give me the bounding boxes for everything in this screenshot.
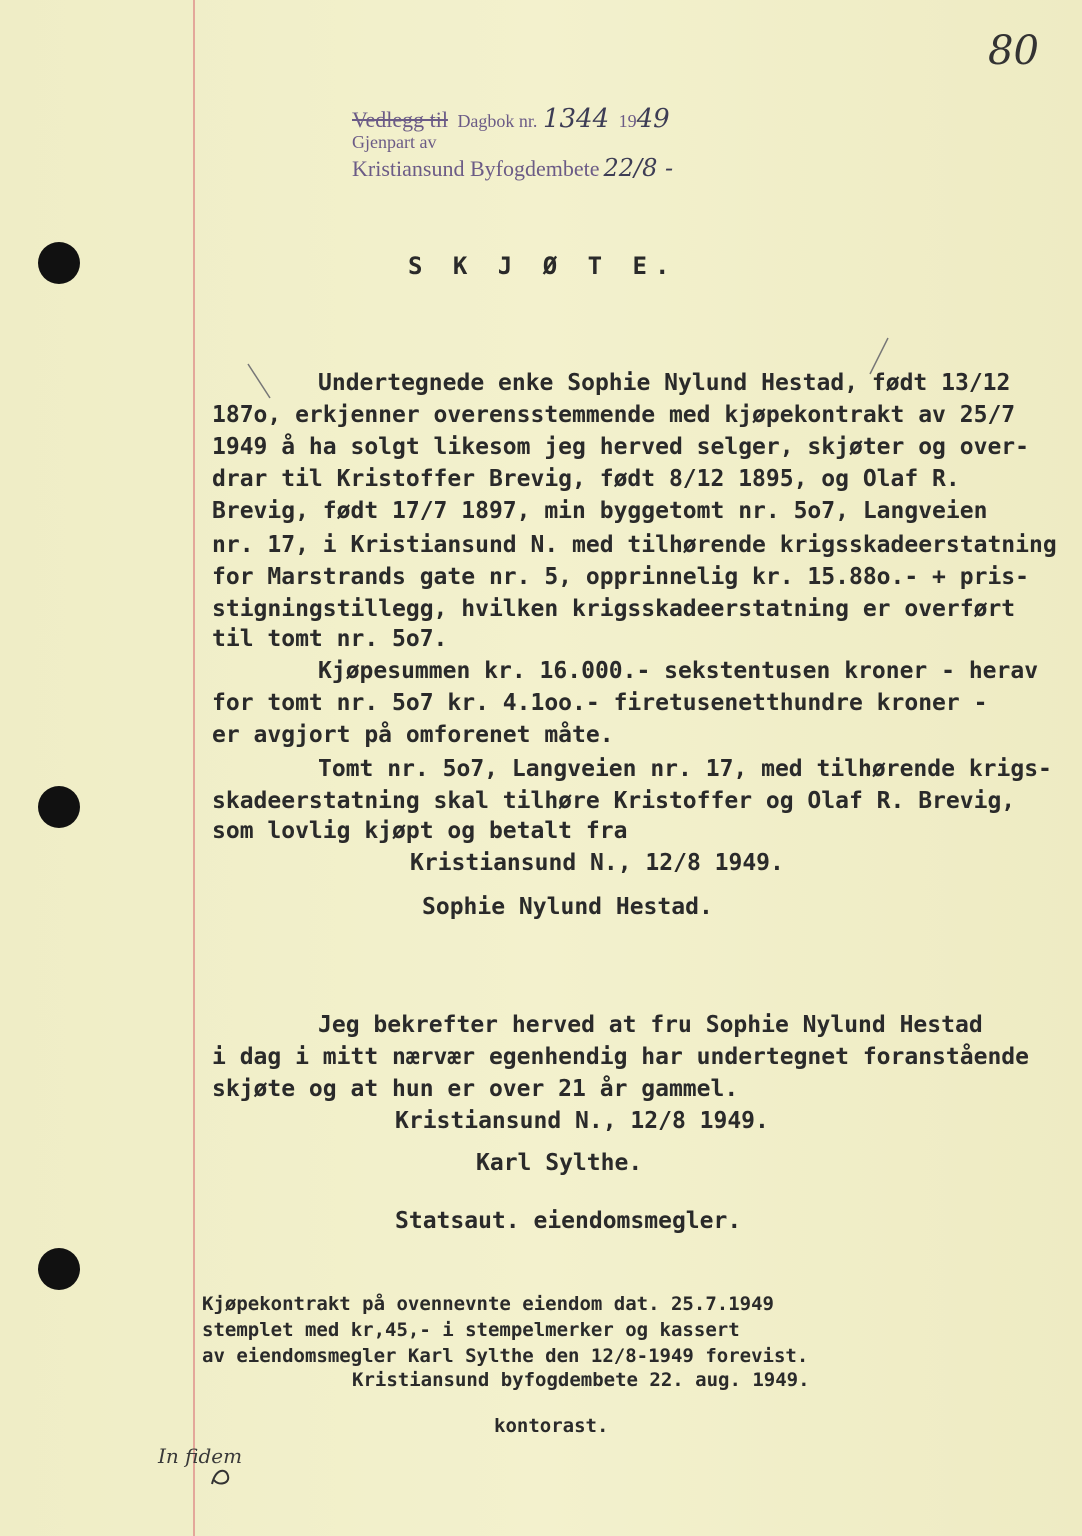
body-line: skadeerstatning skal tilhøre Kristoffer og Olaf R. Brevig, <box>212 788 1016 814</box>
broker-name: Karl Sylthe. <box>476 1150 643 1176</box>
punch-hole-top <box>38 242 80 284</box>
margin-line <box>193 0 195 1536</box>
stamp-struck-label: Vedlegg til <box>352 107 448 132</box>
stamp-year-suffix: 49 <box>636 104 670 134</box>
body-line: Tomt nr. 5o7, Langveien nr. 17, med tilhørende krigs- <box>318 756 1052 782</box>
stamp-dagbok-label: Dagbok nr. <box>457 111 538 131</box>
stamp-dagbok-number: 1344 <box>542 104 610 134</box>
handwritten-mark <box>208 1462 236 1490</box>
confirmation-line: Jeg bekrefter herved at fru Sophie Nylund Hestad <box>318 1012 983 1038</box>
body-line: 187o, erkjenner overensstemmende med kjøpekontrakt av 25/7 <box>212 402 1016 428</box>
punch-hole-middle <box>38 786 80 828</box>
body-line: Kjøpesummen kr. 16.000.- sekstentusen kroner - herav <box>318 658 1039 684</box>
stamp-office: Kristiansund Byfogdembete <box>352 156 600 181</box>
body-line: Undertegnede enke Sophie Nylund Hestad, født 13/12 <box>318 370 1011 396</box>
body-line: Kristiansund N., 12/8 1949. <box>410 850 784 876</box>
body-line: som lovlig kjøpt og betalt fra <box>212 818 628 844</box>
registration-note-line: Kristiansund byfogdembete 22. aug. 1949. <box>352 1369 810 1391</box>
body-line: drar til Kristoffer Brevig, født 8/12 1895, og Olaf R. <box>212 466 960 492</box>
body-line: til tomt nr. 5o7. <box>212 626 448 652</box>
confirmation-line: skjøte og at hun er over 21 år gammel. <box>212 1076 739 1102</box>
registration-note-line: av eiendomsmegler Karl Sylthe den 12/8-1949 forevist. <box>202 1345 809 1367</box>
registration-note-line: Kjøpekontrakt på ovennevnte eiendom dat. 25.7.1949 <box>202 1293 774 1315</box>
seller-signature: Sophie Nylund Hestad. <box>422 894 713 920</box>
document-title: S K J Ø T E. <box>408 252 678 280</box>
body-line: for Marstrands gate nr. 5, opprinnelig kr. 15.88o.- + pris- <box>212 564 1029 590</box>
body-line: 1949 å ha solgt likesom jeg herved selger, skjøter og over- <box>212 434 1029 460</box>
body-line: for tomt nr. 5o7 kr. 4.1oo.- firetusenetthundre kroner - <box>212 690 988 716</box>
punch-hole-bottom <box>38 1248 80 1290</box>
stamp-copy-label: Gjenpart av <box>352 132 437 152</box>
broker-title: Statsaut. eiendomsmegler. <box>395 1208 742 1234</box>
handwritten-signature: In fidem <box>158 1444 243 1468</box>
body-line: Brevig, født 17/7 1897, min byggetomt nr. 5o7, Langveien <box>212 498 988 524</box>
confirmation-line: i dag i mitt nærvær egenhendig har undertegnet foranstående <box>212 1044 1029 1070</box>
registration-note-signoff: kontorast. <box>494 1415 609 1437</box>
confirmation-line: Kristiansund N., 12/8 1949. <box>395 1108 769 1134</box>
body-line: nr. 17, i Kristiansund N. med tilhørende krigsskadeerstatning <box>212 532 1057 558</box>
body-line: er avgjort på omforenet måte. <box>212 722 614 748</box>
page-number: 80 <box>988 28 1039 74</box>
stamp-date-hand: 22/8 - <box>603 154 674 182</box>
pencil-mark-left <box>246 362 276 402</box>
registration-note-line: stemplet med kr,45,- i stempelmerker og kassert <box>202 1319 740 1341</box>
stamp-year-prefix: 19 <box>618 111 637 131</box>
body-line: stigningstillegg, hvilken krigsskadeerstatning er overført <box>212 596 1016 622</box>
